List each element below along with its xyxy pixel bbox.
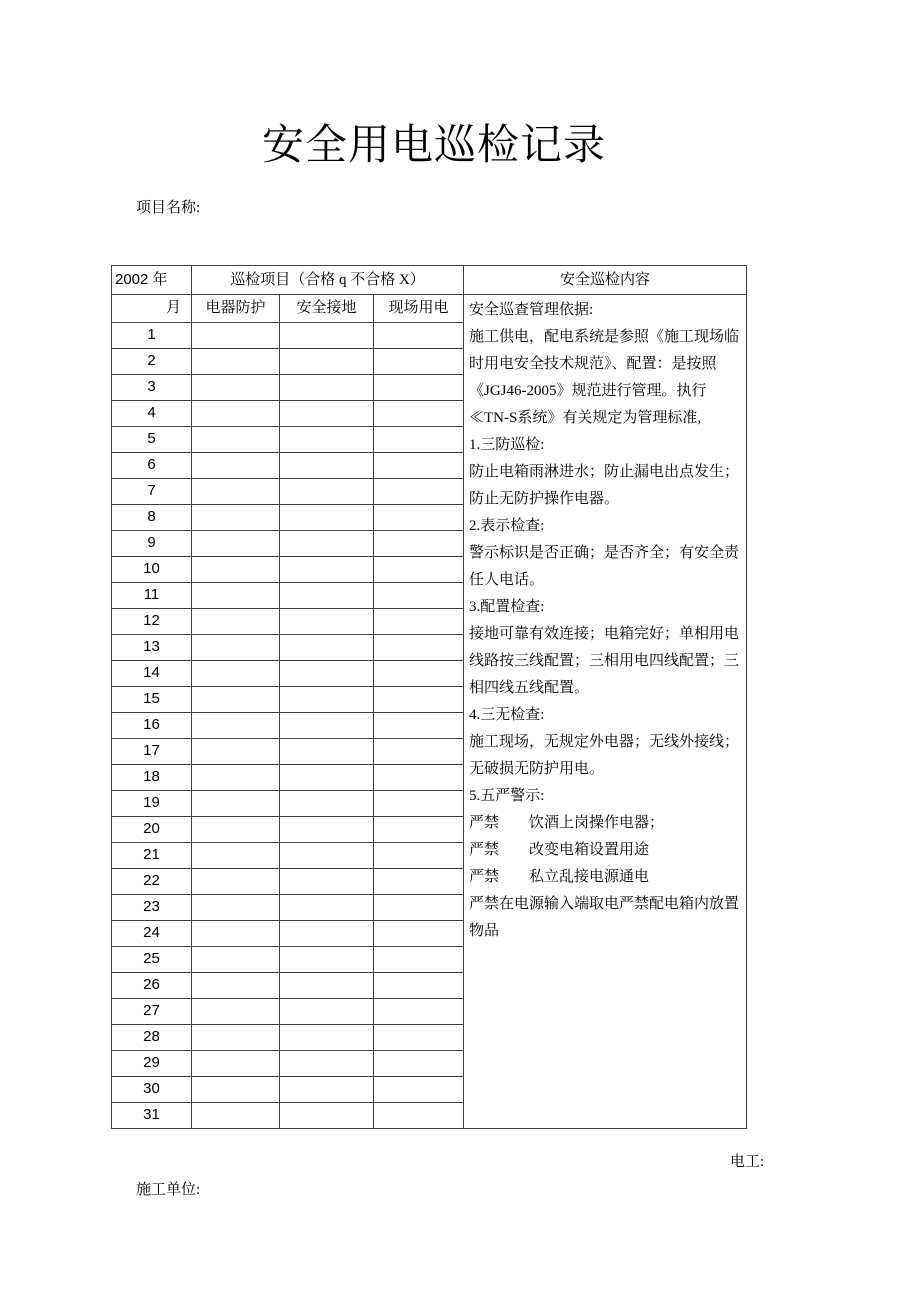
content-paragraph: 施工供电，配电系统是参照《施工现场临时用电安全技术规范》、配置：是按照《JGJ46-2005》规范进行管理。执行≪TN-S系统》有关规定为管理标准, xyxy=(469,329,740,426)
appliance-protection-entry-cell xyxy=(191,713,279,738)
day-row xyxy=(112,1102,463,1128)
day-number-cell: 16 xyxy=(143,716,160,734)
day-row xyxy=(112,478,463,504)
content-paragraph: 严禁 饮酒上岗操作电器； xyxy=(469,815,665,831)
project-name-label: 项目名称: xyxy=(136,200,201,216)
site-electricity-entry-cell xyxy=(373,1025,463,1050)
safety-grounding-entry-cell xyxy=(279,765,373,790)
day-row xyxy=(112,738,463,764)
content-paragraph: 警示标识是否正确；是否齐全；有安全责任人电话。 xyxy=(469,545,740,588)
day-number-cell: 26 xyxy=(143,976,160,994)
day-row xyxy=(112,374,463,400)
day-grid xyxy=(112,295,463,1128)
site-electricity-entry-cell xyxy=(373,869,463,894)
content-header: 安全巡检内容 xyxy=(463,266,746,294)
day-row xyxy=(112,712,463,738)
day-number-cell: 13 xyxy=(143,638,160,656)
site-electricity-entry-cell xyxy=(373,895,463,920)
day-row xyxy=(112,322,463,348)
appliance-protection-entry-cell xyxy=(191,479,279,504)
content-paragraph: 1.三防巡检: xyxy=(469,437,545,453)
site-electricity-entry-cell xyxy=(373,999,463,1024)
inspection-items-header: 巡检项目（合格 q 不合格 X） xyxy=(191,266,463,294)
site-electricity-entry-cell xyxy=(373,817,463,842)
site-electricity-entry-cell xyxy=(373,401,463,426)
content-paragraph: 施工现场，无规定外电器；无线外接线；无破损无防护用电。 xyxy=(469,734,740,777)
day-number-cell: 18 xyxy=(143,768,160,786)
site-electricity-entry-cell xyxy=(373,661,463,686)
day-row xyxy=(112,452,463,478)
safety-grounding-entry-cell xyxy=(279,921,373,946)
safety-grounding-entry-cell xyxy=(279,583,373,608)
safety-grounding-entry-cell xyxy=(279,479,373,504)
safety-grounding-entry-cell xyxy=(279,1103,373,1128)
day-number-cell: 22 xyxy=(143,872,160,890)
safety-grounding-entry-cell xyxy=(279,869,373,894)
day-number-cell: 20 xyxy=(143,820,160,838)
site-electricity-entry-cell xyxy=(373,1077,463,1102)
safety-grounding-entry-cell xyxy=(279,323,373,348)
safety-grounding-entry-cell xyxy=(279,739,373,764)
day-number-cell: 5 xyxy=(147,430,156,448)
site-electricity-entry-cell xyxy=(373,713,463,738)
day-number-cell: 8 xyxy=(147,508,156,526)
day-row xyxy=(112,426,463,452)
appliance-protection-entry-cell xyxy=(191,895,279,920)
table-body xyxy=(112,294,746,1128)
day-number-cell: 7 xyxy=(147,482,156,500)
day-row xyxy=(112,972,463,998)
appliance-protection-entry-cell xyxy=(191,635,279,660)
day-number-cell: 28 xyxy=(143,1028,160,1046)
day-number-cell: 24 xyxy=(143,924,160,942)
day-row xyxy=(112,946,463,972)
safety-grounding-entry-cell xyxy=(279,999,373,1024)
inspection-content-cell xyxy=(463,295,746,1128)
day-row xyxy=(112,920,463,946)
appliance-protection-entry-cell xyxy=(191,661,279,686)
appliance-protection-entry-cell xyxy=(191,921,279,946)
day-row xyxy=(112,1076,463,1102)
appliance-protection-entry-cell xyxy=(191,557,279,582)
safety-grounding-entry-cell xyxy=(279,713,373,738)
appliance-protection-entry-cell xyxy=(191,427,279,452)
site-electricity-entry-cell xyxy=(373,609,463,634)
appliance-protection-entry-cell xyxy=(191,609,279,634)
day-number-cell: 17 xyxy=(143,742,160,760)
content-paragraph: 严禁 私立乱接电源通电 xyxy=(469,869,650,885)
electrician-label: 电工: xyxy=(730,1154,765,1170)
site-electricity-entry-cell xyxy=(373,843,463,868)
appliance-protection-entry-cell xyxy=(191,1077,279,1102)
page-title: 安全用电巡检记录 xyxy=(261,123,606,169)
site-electricity-entry-cell xyxy=(373,1051,463,1076)
site-electricity-entry-cell xyxy=(373,947,463,972)
inspection-table xyxy=(111,265,747,1129)
appliance-protection-entry-cell xyxy=(191,375,279,400)
content-paragraph: 防止电箱雨淋进水；防止漏电出点发生；防止无防护操作电器。 xyxy=(469,464,740,507)
safety-grounding-entry-cell xyxy=(279,557,373,582)
column-header-row xyxy=(112,295,463,322)
site-electricity-entry-cell xyxy=(373,583,463,608)
day-number-cell: 27 xyxy=(143,1002,160,1020)
site-electricity-entry-cell xyxy=(373,349,463,374)
safety-grounding-entry-cell xyxy=(279,973,373,998)
appliance-protection-entry-cell xyxy=(191,453,279,478)
site-electricity-entry-cell xyxy=(373,557,463,582)
safety-grounding-entry-cell xyxy=(279,349,373,374)
day-number-cell: 9 xyxy=(147,534,156,552)
day-number-cell: 30 xyxy=(143,1080,160,1098)
day-number-cell: 19 xyxy=(143,794,160,812)
appliance-protection-entry-cell xyxy=(191,323,279,348)
content-paragraph: 5.五严警示: xyxy=(469,788,545,804)
day-row xyxy=(112,764,463,790)
safety-grounding-entry-cell xyxy=(279,531,373,556)
safety-grounding-entry-cell xyxy=(279,427,373,452)
appliance-protection-entry-cell xyxy=(191,1051,279,1076)
day-row xyxy=(112,530,463,556)
site-electricity-entry-cell xyxy=(373,531,463,556)
appliance-protection-entry-cell xyxy=(191,791,279,816)
day-number-cell: 23 xyxy=(143,898,160,916)
appliance-protection-entry-cell xyxy=(191,583,279,608)
safety-grounding-entry-cell xyxy=(279,947,373,972)
content-paragraph: 3.配置检查: xyxy=(469,599,545,615)
appliance-protection-entry-cell xyxy=(191,973,279,998)
day-number-cell: 10 xyxy=(143,560,160,578)
day-rows xyxy=(112,322,463,1128)
day-number-cell: 11 xyxy=(143,586,160,604)
day-number-cell: 25 xyxy=(143,950,160,968)
appliance-protection-entry-cell xyxy=(191,739,279,764)
day-row xyxy=(112,348,463,374)
site-electricity-entry-cell xyxy=(373,635,463,660)
day-number-cell: 29 xyxy=(143,1054,160,1072)
day-number-cell: 21 xyxy=(143,846,160,864)
day-row xyxy=(112,998,463,1024)
appliance-protection-entry-cell xyxy=(191,1103,279,1128)
table-header-row xyxy=(112,266,746,294)
month-label-cell: 月 xyxy=(165,300,181,317)
safety-grounding-entry-cell xyxy=(279,791,373,816)
site-electricity-entry-cell xyxy=(373,739,463,764)
content-paragraph: 4.三无检查: xyxy=(469,707,545,723)
day-row xyxy=(112,868,463,894)
appliance-protection-entry-cell xyxy=(191,531,279,556)
day-row xyxy=(112,816,463,842)
day-row xyxy=(112,608,463,634)
day-row xyxy=(112,634,463,660)
column-header-safety-grounding: 安全接地 xyxy=(279,295,373,322)
day-number-cell: 3 xyxy=(147,378,156,396)
appliance-protection-entry-cell xyxy=(191,1025,279,1050)
appliance-protection-entry-cell xyxy=(191,999,279,1024)
safety-grounding-entry-cell xyxy=(279,1077,373,1102)
site-electricity-entry-cell xyxy=(373,505,463,530)
day-number-cell: 15 xyxy=(143,690,160,708)
day-number-cell: 12 xyxy=(143,612,160,630)
appliance-protection-entry-cell xyxy=(191,817,279,842)
day-number-cell: 6 xyxy=(147,456,156,474)
safety-grounding-entry-cell xyxy=(279,895,373,920)
builder-label: 施工单位: xyxy=(136,1182,201,1198)
site-electricity-entry-cell xyxy=(373,765,463,790)
site-electricity-entry-cell xyxy=(373,973,463,998)
content-paragraph: 接地可靠有效连接；电箱完好；单相用电线路按三线配置；三相用电四线配置；三相四线五线配置。 xyxy=(469,626,740,696)
day-row xyxy=(112,842,463,868)
day-row xyxy=(112,582,463,608)
safety-grounding-entry-cell xyxy=(279,1025,373,1050)
day-row xyxy=(112,894,463,920)
day-row xyxy=(112,686,463,712)
year-cell: 2002 年 xyxy=(115,270,168,288)
safety-grounding-entry-cell xyxy=(279,609,373,634)
appliance-protection-entry-cell xyxy=(191,687,279,712)
site-electricity-entry-cell xyxy=(373,427,463,452)
appliance-protection-entry-cell xyxy=(191,947,279,972)
safety-grounding-entry-cell xyxy=(279,1051,373,1076)
column-header-site-electricity: 现场用电 xyxy=(373,295,463,322)
appliance-protection-entry-cell xyxy=(191,869,279,894)
day-number-cell: 1 xyxy=(147,326,156,344)
site-electricity-entry-cell xyxy=(373,323,463,348)
day-number-cell: 4 xyxy=(147,404,156,422)
appliance-protection-entry-cell xyxy=(191,349,279,374)
safety-grounding-entry-cell xyxy=(279,375,373,400)
safety-grounding-entry-cell xyxy=(279,687,373,712)
site-electricity-entry-cell xyxy=(373,375,463,400)
site-electricity-entry-cell xyxy=(373,479,463,504)
content-paragraph: 严禁在电源输入端取电严禁配电箱内放置物品 xyxy=(469,896,740,939)
day-row xyxy=(112,504,463,530)
day-row xyxy=(112,1024,463,1050)
safety-grounding-entry-cell xyxy=(279,843,373,868)
day-row xyxy=(112,790,463,816)
site-electricity-entry-cell xyxy=(373,1103,463,1128)
column-header-appliance-protection: 电器防护 xyxy=(191,295,279,322)
safety-grounding-entry-cell xyxy=(279,635,373,660)
day-row xyxy=(112,400,463,426)
appliance-protection-entry-cell xyxy=(191,765,279,790)
appliance-protection-entry-cell xyxy=(191,401,279,426)
safety-grounding-entry-cell xyxy=(279,401,373,426)
day-number-cell: 14 xyxy=(143,664,160,682)
site-electricity-entry-cell xyxy=(373,921,463,946)
appliance-protection-entry-cell xyxy=(191,505,279,530)
safety-grounding-entry-cell xyxy=(279,505,373,530)
day-number-cell: 31 xyxy=(143,1106,160,1124)
site-electricity-entry-cell xyxy=(373,453,463,478)
content-paragraph: 2.表示检查: xyxy=(469,518,545,534)
site-electricity-entry-cell xyxy=(373,687,463,712)
safety-grounding-entry-cell xyxy=(279,453,373,478)
day-row xyxy=(112,1050,463,1076)
appliance-protection-entry-cell xyxy=(191,843,279,868)
site-electricity-entry-cell xyxy=(373,791,463,816)
day-row xyxy=(112,556,463,582)
day-number-cell: 2 xyxy=(147,352,156,370)
safety-grounding-entry-cell xyxy=(279,817,373,842)
content-paragraph: 安全巡查管理依据: xyxy=(469,302,594,318)
day-row xyxy=(112,660,463,686)
content-paragraph: 严禁 改变电箱设置用途 xyxy=(469,842,650,858)
safety-grounding-entry-cell xyxy=(279,661,373,686)
